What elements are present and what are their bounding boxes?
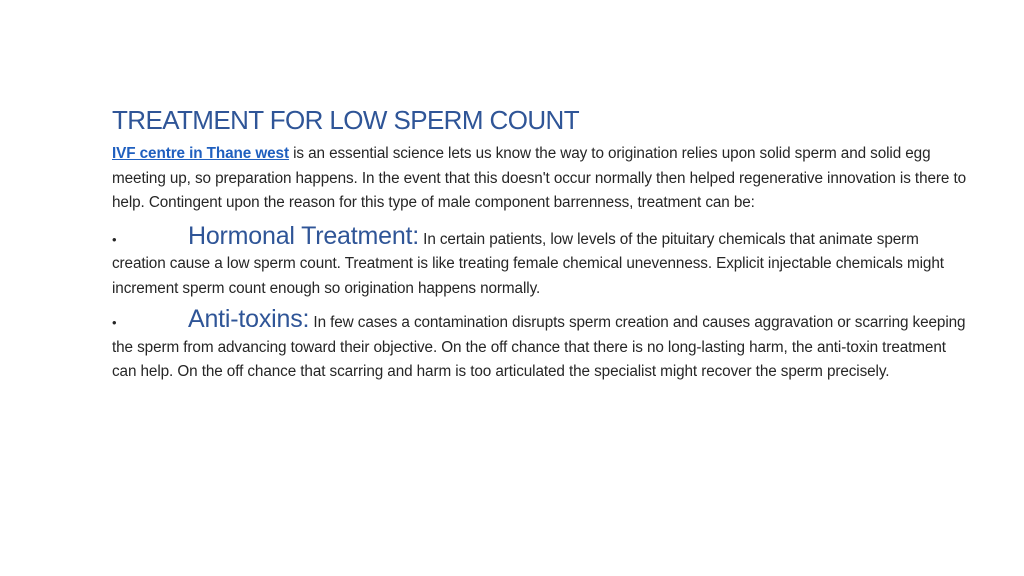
- intro-paragraph: [112, 142, 972, 216]
- slide-content: [112, 104, 972, 385]
- ivf-centre-link[interactable]: IVF centre in Thane west: [112, 145, 289, 162]
- bullet-item-hormonal-treatment: [112, 221, 972, 302]
- page-title: TREATMENT FOR LOW SPERM COUNT: [112, 105, 579, 135]
- bullet-marker: •: [112, 231, 117, 247]
- bullet-text: In certain patients, low levels of the pituitary chemicals that animate sperm creation cause a low sperm count. Treatment is like treating female chemical unevenness. Explicit injectable chemicals might increment sperm count enough so origination happens normally.: [112, 230, 944, 297]
- bullet-item-anti-toxins: [112, 307, 972, 385]
- bullet-marker: •: [112, 315, 117, 330]
- intro-text: is an essential science lets us know the way to origination relies upon solid sperm and solid egg meeting up, so preparation happens. In the event that this doesn't occur normally then helped regenerative innovation is there to help. Contingent upon the reason for this type of male component barrenness, treatment can be:: [112, 145, 966, 211]
- bullet-heading: Anti-toxins:: [188, 305, 310, 333]
- bullet-heading: Hormonal Treatment:: [188, 221, 420, 250]
- bullet-text: In few cases a contamination disrupts sperm creation and causes aggravation or scarring keeping the sperm from advancing toward their objective. On the off chance that there is no long-lasting harm, the anti-toxin treatment can help. On the off chance that scarring and harm is too articulated the specialist might recover the sperm precisely.: [112, 314, 966, 380]
